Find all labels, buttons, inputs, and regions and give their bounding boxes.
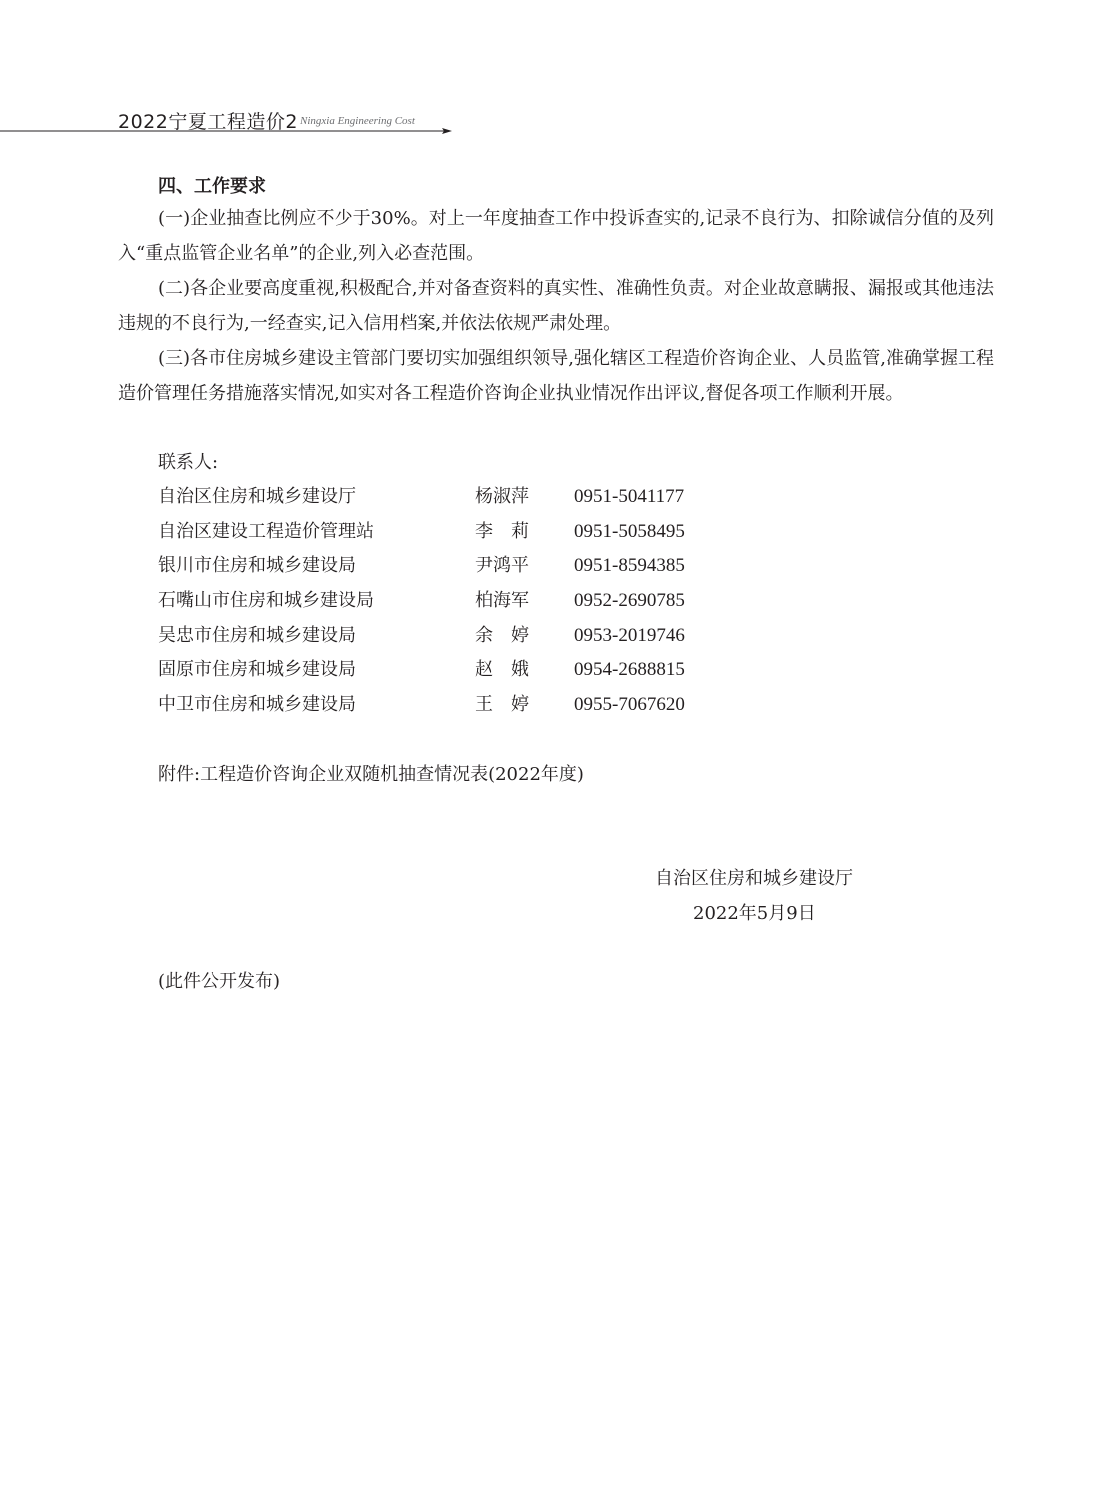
contact-row xyxy=(158,480,858,515)
attachment-note: 附件:工程造价咨询企业双随机抽查情况表(2022年度) xyxy=(158,764,584,785)
contact-org: 银川市住房和城乡建设局 xyxy=(158,555,356,577)
signature-date: 2022年5月9日 xyxy=(693,903,816,924)
contact-org: 固原市住房和城乡建设局 xyxy=(158,659,356,681)
contact-phone: 0951-8594385 xyxy=(574,555,685,577)
contacts-list xyxy=(158,480,858,723)
contact-row xyxy=(158,688,858,723)
contact-org: 中卫市住房和城乡建设局 xyxy=(158,694,356,716)
contact-org: 自治区建设工程造价管理站 xyxy=(158,520,374,542)
requirement-paragraph-2: (二)各企业要高度重视,积极配合,并对备查资料的真实性、准确性负责。对企业故意瞒报、漏报或其他违法违规的不良行为,一经查实,记入信用档案,并依法依规严肃处理。 xyxy=(118,278,994,334)
contact-phone: 0954-2688815 xyxy=(574,659,685,681)
running-header-subtitle: Ningxia Engineering Cost xyxy=(300,115,415,127)
running-header-title: 2022宁夏工程造价2 xyxy=(118,111,298,133)
header-rule-arrow xyxy=(0,128,452,138)
contact-person: 尹鸿平 xyxy=(475,555,529,577)
contact-person: 赵 娥 xyxy=(475,659,529,681)
contact-row xyxy=(158,619,858,654)
contact-person: 余 婷 xyxy=(475,624,529,646)
contact-phone: 0953-2019746 xyxy=(574,624,685,646)
contacts-label: 联系人: xyxy=(158,452,219,473)
requirement-paragraph-1: (一)企业抽查比例应不少于30%。对上一年度抽查工作中投诉查实的,记录不良行为、扣除诚信分值的及列入“重点监管企业名单”的企业,列入必查范围。 xyxy=(118,208,994,264)
contact-phone: 0955-7067620 xyxy=(574,694,685,716)
contact-org: 石嘴山市住房和城乡建设局 xyxy=(158,590,374,612)
contact-phone: 0951-5041177 xyxy=(574,486,685,507)
contact-row xyxy=(158,653,858,688)
contact-phone: 0951-5058495 xyxy=(574,520,685,542)
signature-org: 自治区住房和城乡建设厅 xyxy=(655,868,853,889)
contact-phone: 0952-2690785 xyxy=(574,590,685,612)
contact-person: 王 婷 xyxy=(475,694,529,716)
contact-row xyxy=(158,515,858,550)
contact-org: 自治区住房和城乡建设厅 xyxy=(158,486,356,507)
contact-org: 吴忠市住房和城乡建设局 xyxy=(158,624,356,646)
public-release-note: (此件公开发布) xyxy=(158,971,281,992)
contact-person: 杨淑萍 xyxy=(475,486,529,507)
contact-row xyxy=(158,549,858,584)
contact-person: 柏海军 xyxy=(475,590,529,612)
contact-person: 李 莉 xyxy=(475,520,529,542)
contact-row xyxy=(158,584,858,619)
requirement-paragraph-3: (三)各市住房城乡建设主管部门要切实加强组织领导,强化辖区工程造价咨询企业、人员监管,准确掌握工程造价管理任务措施落实情况,如实对各工程造价咨询企业执业情况作出评议,督促各项工作顺利开展。 xyxy=(118,348,994,404)
section-title: 四、工作要求 xyxy=(158,176,266,197)
